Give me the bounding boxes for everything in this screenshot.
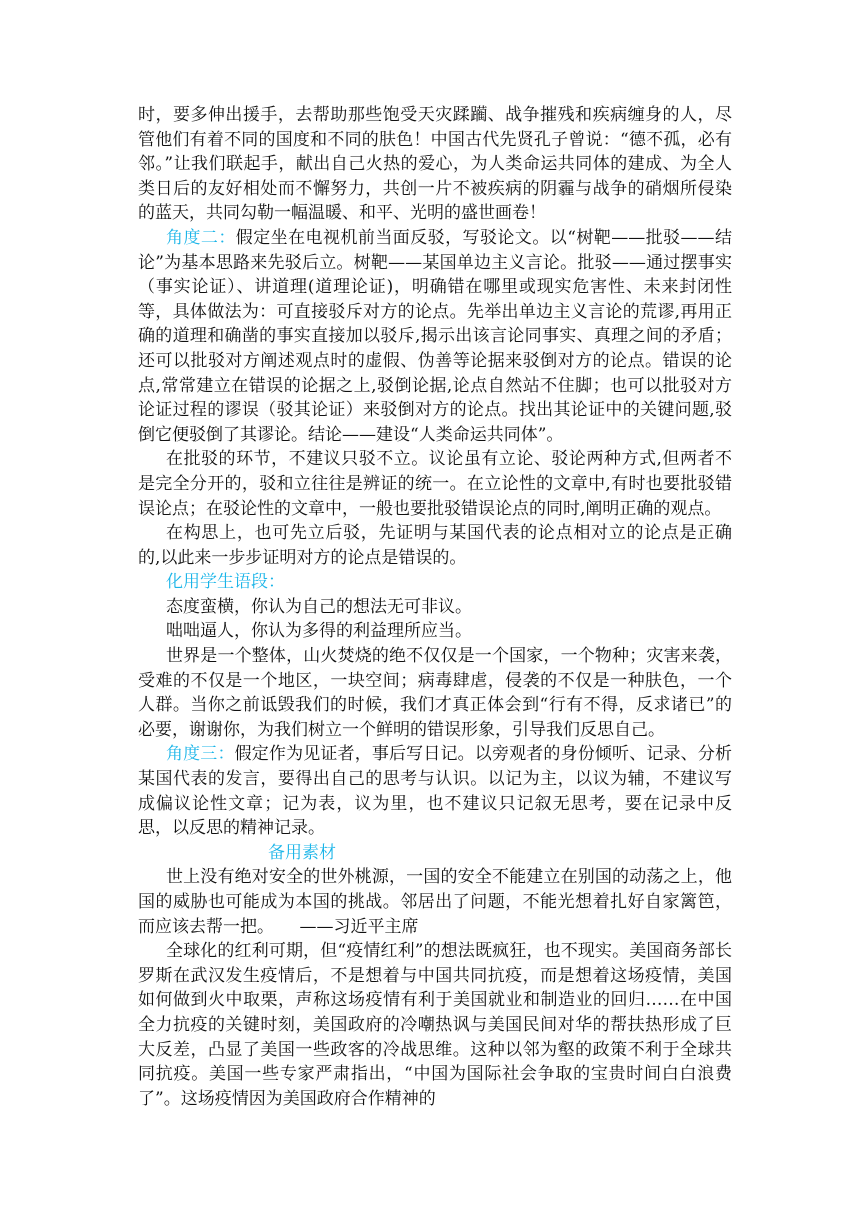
paragraph-angle-two: [138, 226, 732, 447]
document-body: [138, 103, 732, 1111]
student-section-heading: [138, 570, 732, 595]
angle-two-label: 角度二：: [166, 227, 236, 248]
paragraph-structure-note: 在构思上，也可先立后驳，先证明与某国代表的论点相对立的论点是正确的,以此来一步步证明对方的论点是错误的。: [138, 523, 732, 568]
angle-two-text: 假定坐在电视机前当面反驳，写驳论文。以“树靶——批驳——结论”为基本思路来先驳后立。树靶——某国单边主义言论。批驳——通过摆事实（事实论证）、讲道理(道理论证)，明确错在哪里或现实危害性、未来封闭性等，具体做法为：可直接驳斥对方的论点。先举出单边主义言论的荒谬,再用正确的道理和确凿的事实直接加以驳斥,揭示出该言论同事实、真理之间的矛盾；还可以批驳对方阐述观点时的虚假、伪善等论据来驳倒对方的论点。错误的论点,常常建立在错误的论据之上,驳倒论据,论点自然站不住脚；也可以批驳对方论证过程的谬误（驳其论证）来驳倒对方的论点。找出其论证中的关键问题,驳倒它便驳倒了其谬论。结论——建设“人类命运共同体”。: [138, 227, 732, 445]
student-line-2: 咄咄逼人，你认为多得的利益理所应当。: [166, 621, 472, 642]
angle-three-text: 假定作为见证者，事后写日记。以旁观者的身份倾听、记录、分析某国代表的发言，要得出自己的思考与认识。以记为主，以议为辅，不建议写成偏议论性文章；记为表，议为里，也不建议只记叙无思考，要在记录中反思，以反思的精神记录。: [138, 744, 732, 839]
student-line-1: 态度蛮横，你认为自己的想法无可非议。: [166, 596, 472, 617]
backup-quote-paragraph: 世上没有绝对安全的世外桃源，一国的安全不能建立在别国的动荡之上，他国的威胁也可能成为本国的挑战。邻居出了问题，不能光想着扎好自家篱笆，而应该去帮一把。 ——习近平主席: [138, 867, 732, 937]
paragraph-continuation: 时，要多伸出援手，去帮助那些饱受天灾蹂躏、战争摧残和疾病缠身的人，尽管他们有着不同的国度和不同的肤色！中国古代先贤孔子曾说：“德不孤，必有邻。”让我们联起手，献出自己火热的爱心，为人类命运共同体的建成、为全人类日后的友好相处而不懈努力，共创一片不被疾病的阴霾与战争的硝烟所侵染的蓝天，共同勾勒一幅温暖、和平、光明的盛世画卷！: [138, 105, 732, 224]
paragraph-angle-three: [138, 742, 732, 840]
student-section-label: 化用学生语段：: [166, 572, 285, 593]
paragraph-rebuttal-note: 在批驳的环节，不建议只驳不立。议论虽有立论、驳论两种方式,但两者不是完全分开的，驳和立往往是辨证的统一。在立论性的文章中,有时也要批驳错误论点；在驳论性的文章中，一般也要批驳错误论点的同时,阐明正确的观点。: [138, 449, 732, 519]
student-paragraph: 世界是一个整体，山火焚烧的绝不仅仅是一个国家，一个物种；灾害来袭，受难的不仅是一个地区，一块空间；病毒肆虐，侵袭的不仅是一种肤色，一个人群。当你之前诋毁我们的时候，我们才真正体会到“行有不得，反求诸已”的必要，谢谢你，为我们树立一个鲜明的错误形象，引导我们反思自己。: [138, 646, 732, 740]
angle-three-label: 角度三：: [166, 744, 235, 765]
backup-paragraph-2: 全球化的红利可期，但“疫情红利”的想法既疯狂，也不现实。美国商务部长罗斯在武汉发生疫情后，不是想着与中国共同抗疫，而是想着这场疫情，美国如何做到火中取栗，声称这场疫情有利于美国就业和制造业的回归……在中国全力抗疫的关键时刻，美国政府的冷嘲热讽与美国民间对华的帮扶热形成了巨大反差，凸显了美国一些政客的冷战思维。这种以邻为壑的政策不利于全球共同抗疫。美国一些专家严肃指出，“中国为国际社会争取的宝贵时间白白浪费了”。这场疫情因为美国政府合作精神的: [138, 941, 732, 1109]
backup-material-heading: 备用素材: [268, 842, 336, 863]
